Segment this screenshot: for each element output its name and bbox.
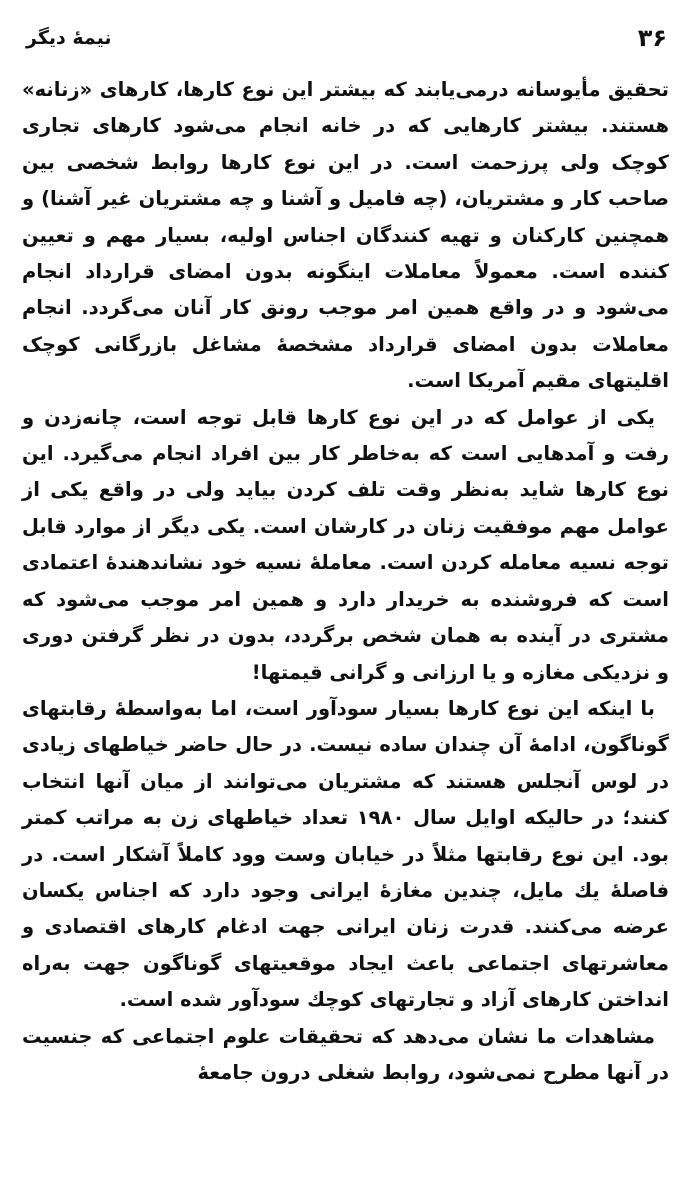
body-text xyxy=(22,72,669,1200)
paragraph-2: یکی از عوامل که در این نوع کارها قابل توجه است، چانه‌زدن و رفت و آمدهایی است که به‌خاطر کار بین افراد انجام می‌گیرد. این نوع کارها شاید به‌نظر وقت تلف کردن بیاید ولی در واقع یکی از عوامل مهم موفقیت زنان در کارشان است. یکی دیگر از موارد قابل توجه نسیه معامله کردن است. معاملهٔ نسیه خود نشاندهندهٔ اعتمادی است که فروشنده به خریدار دارد و همین امر موجب می‌شود که مشتری در آینده به همان شخص برگردد، بدون در نظر گرفتن دوری و نزدیکی مغازه و یا ارزانی و گرانی قیمتها! xyxy=(22,405,669,684)
paragraph-3: با اینکه این نوع کارها بسیار سودآور است، اما به‌واسطهٔ رقابتهای گوناگون، ادامهٔ آن چندان ساده نیست. در حال حاضر خیاطهای زیادی در لوس آنجلس هستند که مشتریان می‌توانند از میان آنها انتخاب کنند؛ در حالیکه اوایل سال ۱۹۸۰ تعداد خیاطهای زن به مراتب کمتر بود. این نوع رقابتها مثلاً در خیابان وست وود کاملاً آشکار است. در فاصلهٔ یك مایل، چندین مغازهٔ ایرانی وجود دارد که اجناس یکسان عرضه می‌کنند. قدرت زنان ایرانی جهت ادغام کارهای اقتصادی و معاشرتهای اجتماعی باعث ایجاد موقعیتهای گوناگون جهت به‌راه انداختن کارهای آزاد و تجارتهای کوچك سودآور شده است. xyxy=(22,696,669,1012)
page-header xyxy=(26,18,667,58)
paragraph-4: مشاهدات ما نشان می‌دهد که تحقیقات علوم اجتماعی که جنسیت در آنها مطرح نمی‌شود، روابط شغلی درون جامعهٔ xyxy=(22,1024,669,1084)
running-head: نیمهٔ دیگر xyxy=(26,27,112,49)
paragraph-1: تحقیق مأیوسانه درمی‌یابند که بیشتر این نوع کارها، کارهای «زنانه» هستند. بیشتر کارهایی که در خانه انجام می‌شود کارهای تجاری کوچک ولی پرزحمت است. در این نوع کارها روابط شخصی بین صاحب کار و مشتریان، (چه فامیل و آشنا و چه مشتریان غیر آشنا) و همچنین کارکنان و تهیه کنندگان اجناس اولیه، بسیار مهم و تعیین کننده است. معمولاً معاملات اینگونه بدون امضای قرارداد انجام می‌شود و در واقع همین امر موجب رونق کار آنان می‌گردد. انجام معاملات بدون امضای قرارداد مشخصهٔ مشاغل بازرگانی کوچک اقلیتهای مقیم آمریکا است. xyxy=(22,78,669,393)
page-number: ۳۶ xyxy=(637,24,667,52)
